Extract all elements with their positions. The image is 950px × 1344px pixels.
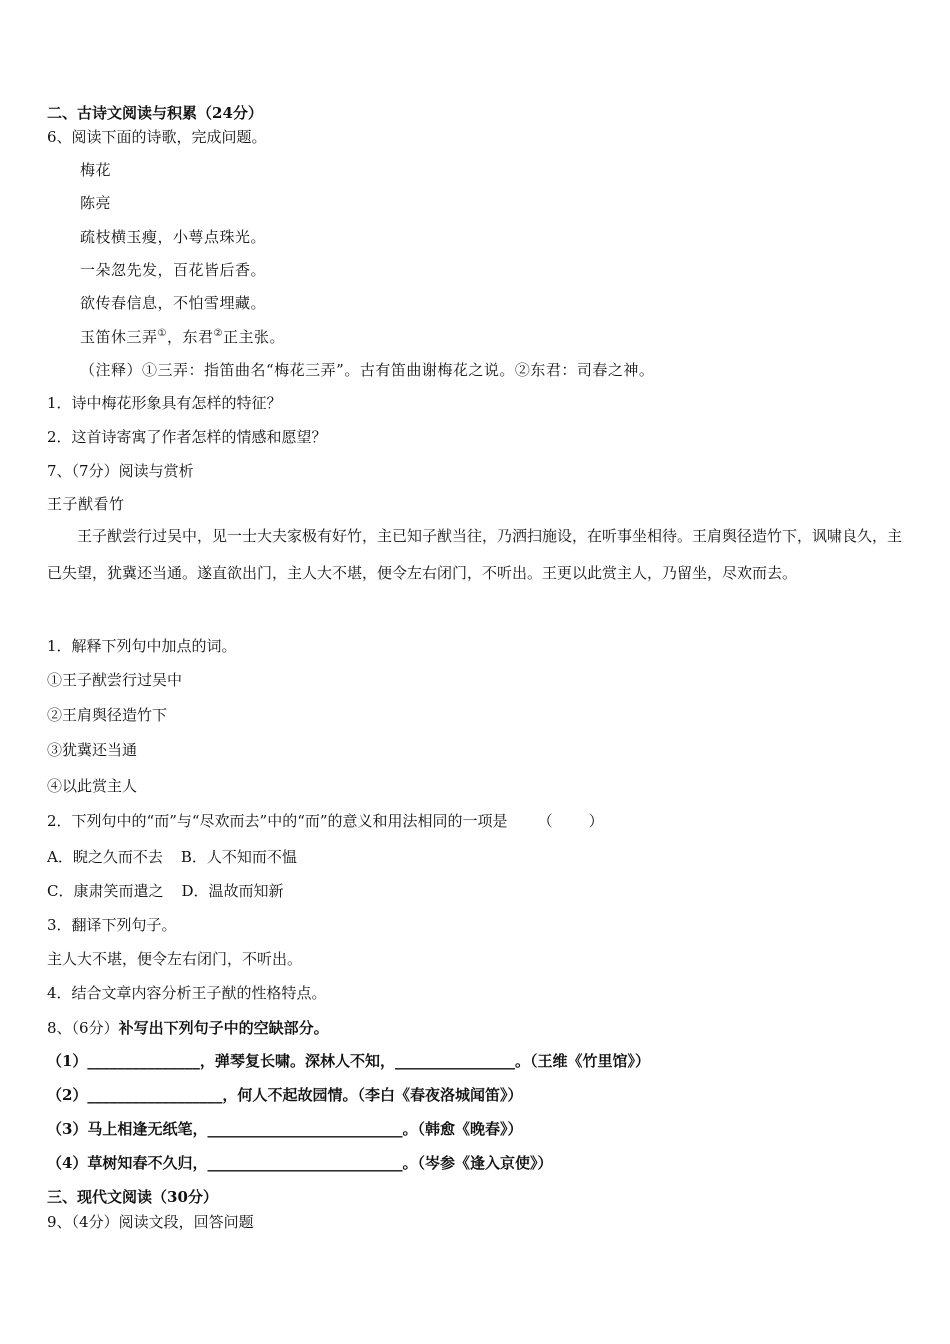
question-8-intro bbox=[47, 1018, 329, 1038]
fill-blank-line: （1）_______________，弹琴复长啸。深林人不知，________________。（王维《竹里馆》） bbox=[47, 1052, 650, 1070]
question-7-sub-2-text: 2．下列句中的“而”与“尽欢而去”中的“而”的意义和用法相同的一项是 bbox=[47, 812, 508, 830]
answer-paren-close: ） bbox=[588, 812, 604, 830]
passage-title: 王子猷看竹 bbox=[47, 495, 125, 513]
poem-line: 一朵忽先发，百花皆后香。 bbox=[80, 261, 267, 279]
poem-line: 疏枝横玉瘦，小萼点珠光。 bbox=[80, 228, 267, 246]
question-6-intro: 6、阅读下面的诗歌，完成问题。 bbox=[47, 128, 267, 146]
question-7-sub-4: 4．结合文章内容分析王子猷的性格特点。 bbox=[47, 984, 327, 1002]
question-7-intro: 7、（7分）阅读与赏析 bbox=[47, 462, 194, 480]
poem-title: 梅花 bbox=[80, 161, 112, 179]
answer-paren-open: （ bbox=[537, 812, 553, 830]
translation-sentence: 主人大不堪，便令左右闭门，不听出。 bbox=[47, 950, 303, 968]
section-heading-ancient-poetry: 二、古诗文阅读与积累（24分） bbox=[47, 104, 263, 122]
options-row-1 bbox=[47, 847, 297, 867]
question-7-sub-1: 1．解释下列句中加点的词。 bbox=[47, 637, 237, 655]
passage-text bbox=[47, 518, 909, 592]
question-6-sub-2: 2．这首诗寄寓了作者怎样的情感和愿望？ bbox=[47, 428, 327, 446]
vocab-item: ②王肩舆径造竹下 bbox=[47, 706, 168, 724]
fill-blank-line: （2）__________________，何人不起故园情。（李白《春夜洛城闻笛》） bbox=[47, 1086, 523, 1104]
vocab-item: ①王子猷尝行过吴中 bbox=[47, 671, 183, 689]
fill-blank-line: （3）马上相逢无纸笔，__________________________。（韩愈《晚春》） bbox=[47, 1120, 523, 1138]
footnote-mark-2: ② bbox=[213, 328, 223, 339]
options-row-2 bbox=[47, 881, 284, 901]
question-6-sub-1: 1．诗中梅花形象具有怎样的特征？ bbox=[47, 394, 282, 412]
question-7-sub-2 bbox=[47, 811, 604, 831]
question-7-sub-3: 3．翻译下列句子。 bbox=[47, 916, 177, 934]
question-9-intro: 9、（4分）阅读文段，回答问题 bbox=[47, 1213, 254, 1231]
poem-author: 陈亮 bbox=[80, 194, 112, 212]
section-heading-modern-reading: 三、现代文阅读（30分） bbox=[47, 1188, 218, 1206]
poem-line: 欲传春信息，不怕雪埋藏。 bbox=[80, 294, 267, 312]
option-a: A．睨之久而不去 bbox=[47, 848, 163, 866]
passage-body: 王子猷尝行过吴中，见一士大夫家极有好竹，主已知子猷当往，乃洒扫施设，在听事坐相待。王肩舆径造竹下，讽啸良久，主已失望，犹冀还当通。遂直欲出门，主人大不堪，便令左右闭门，不听出。王更以此赏主人，乃留坐，尽欢而去。 bbox=[47, 527, 903, 582]
option-b: B．人不知而不愠 bbox=[180, 848, 297, 866]
vocab-item: ④以此赏主人 bbox=[47, 777, 138, 795]
poem-line-part: 玉笛休三弄 bbox=[80, 328, 158, 346]
option-c: C．康肃笑而遣之 bbox=[47, 882, 164, 900]
vocab-item: ③犹冀还当通 bbox=[47, 741, 138, 759]
question-8-number: 8、（6分） bbox=[47, 1019, 119, 1037]
poem-line-part: ，东君 bbox=[166, 328, 214, 346]
option-d: D．温故而知新 bbox=[181, 882, 284, 900]
fill-blank-line: （4）草树知春不久归，__________________________。（岑参《逢入京使》） bbox=[47, 1154, 553, 1172]
footnote-mark-1: ① bbox=[157, 328, 167, 339]
poem-note: （注释）①三弄：指笛曲名“梅花三弄”。古有笛曲谢梅花之说。②东君：司春之神。 bbox=[80, 361, 655, 379]
question-8-text: 补写出下列句子中的空缺部分。 bbox=[118, 1019, 329, 1037]
poem-line-last bbox=[80, 327, 285, 347]
poem-line-part: 正主张。 bbox=[222, 328, 285, 346]
